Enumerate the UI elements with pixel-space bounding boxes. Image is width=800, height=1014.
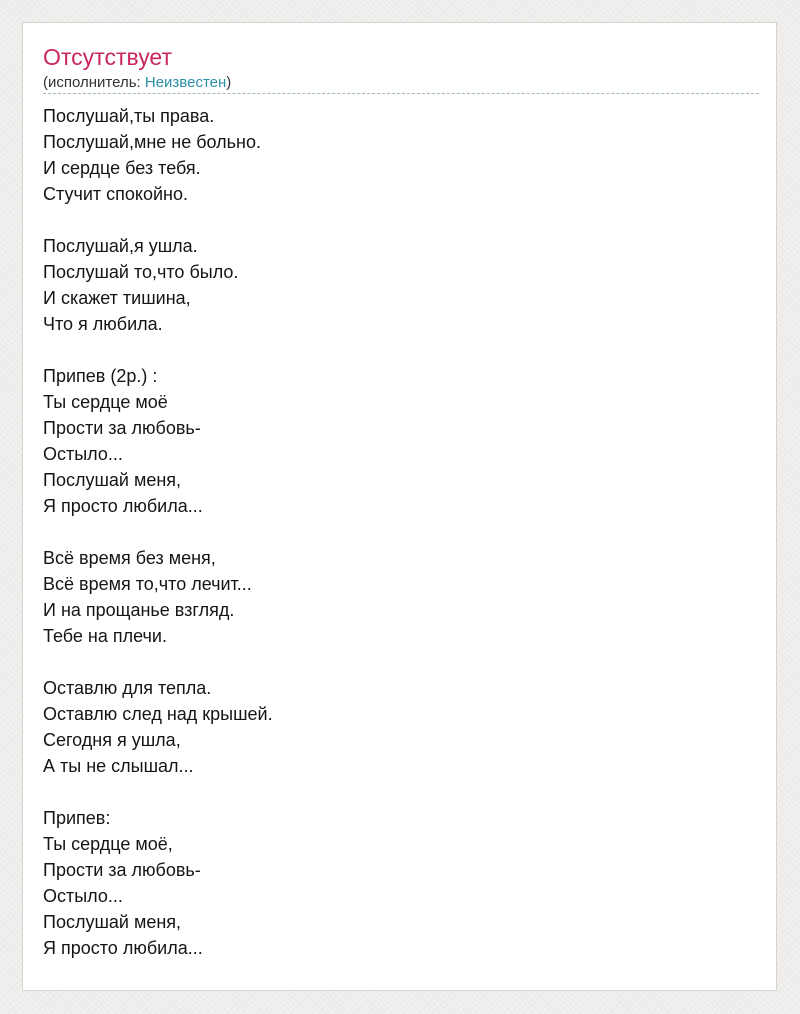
- lyrics-stanza: [43, 233, 743, 337]
- lyrics-line: Остыло...: [43, 444, 123, 464]
- lyrics-line: Послушай меня,: [43, 470, 182, 490]
- lyrics-line: Прости за любовь-: [43, 418, 201, 438]
- lyrics-body: [43, 103, 743, 987]
- lyrics-line: Послушай,ты права.: [43, 106, 215, 126]
- lyrics-line: И на прощанье взгляд.: [43, 600, 235, 620]
- lyrics-line: Припев:: [43, 808, 111, 828]
- lyrics-line: Я просто любила...: [43, 496, 203, 516]
- title-divider: [43, 93, 759, 94]
- lyrics-line: Послушай то,что было.: [43, 262, 239, 282]
- lyrics-line: Оставлю след над крышей.: [43, 704, 273, 724]
- artist-prefix: (исполнитель:: [43, 74, 145, 91]
- lyrics-line: Стучит спокойно.: [43, 184, 188, 204]
- lyrics-line: Оставлю для тепла.: [43, 678, 212, 698]
- lyrics-stanza: [43, 805, 743, 961]
- lyrics-line: И скажет тишина,: [43, 288, 191, 308]
- lyrics-line: Послушай,я ушла.: [43, 236, 198, 256]
- lyrics-line: Сегодня я ушла,: [43, 730, 181, 750]
- song-title: Отсутствует: [43, 44, 172, 70]
- artist-suffix: ): [226, 74, 232, 91]
- lyrics-line: Что я любила.: [43, 314, 163, 334]
- lyrics-line: Припев (2р.) :: [43, 366, 158, 386]
- lyrics-line: Я просто любила...: [43, 938, 203, 958]
- lyrics-line: Ты сердце моё,: [43, 834, 173, 854]
- lyrics-line: Послушай меня,: [43, 912, 182, 932]
- lyrics-card: [22, 22, 777, 991]
- lyrics-line: Прости за любовь-: [43, 860, 201, 880]
- lyrics-line: Остыло...: [43, 886, 123, 906]
- lyrics-line: Послушай,мне не больно.: [43, 132, 261, 152]
- lyrics-line: И сердце без тебя.: [43, 158, 201, 178]
- artist-line: [43, 73, 231, 93]
- lyrics-line: Всё время то,что лечит...: [43, 574, 252, 594]
- lyrics-stanza: [43, 545, 743, 649]
- lyrics-line: Всё время без меня,: [43, 548, 216, 568]
- lyrics-stanza: [43, 103, 743, 207]
- artist-link[interactable]: Неизвестен: [144, 74, 227, 91]
- lyrics-stanza: [43, 363, 743, 519]
- lyrics-line: Ты сердце моё: [43, 392, 168, 412]
- lyrics-stanza: [43, 675, 743, 779]
- lyrics-line: А ты не слышал...: [43, 756, 194, 776]
- lyrics-line: Тебе на плечи.: [43, 626, 167, 646]
